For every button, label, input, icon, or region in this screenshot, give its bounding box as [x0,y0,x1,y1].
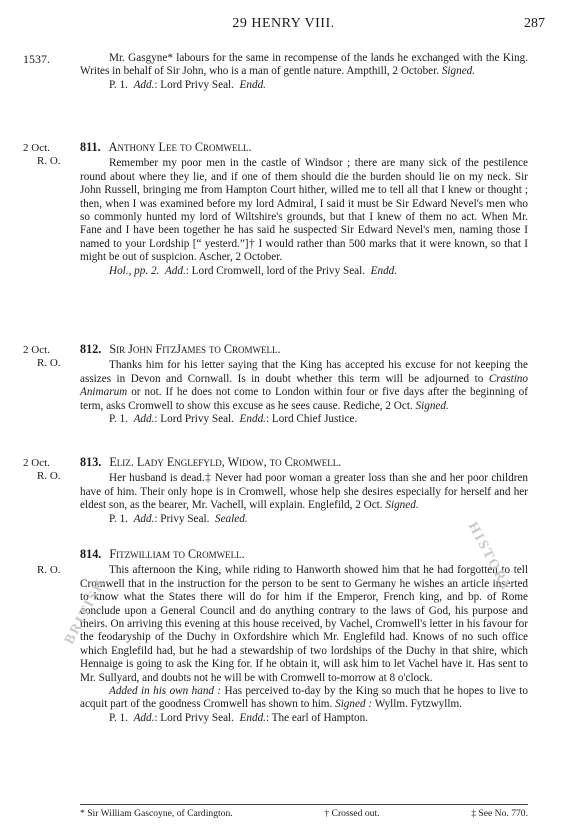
entry-meta: P. 1. Add.: Lord Privy Seal. Endd.: The earl of Hampton. [109,711,368,724]
entry-meta: Hol., pp. 2. Add.: Lord Cromwell, lord of the Privy Seal. Endd. [109,264,398,277]
entry-814-margin [23,564,61,577]
entry-source: R. O. [37,155,61,167]
entry-body: Her husband is dead.‡ Never had poor woman a greater loss than she and her poor children have of him. Their only hope is in Cromwell, whose help she desires especially for herself and her eldest son, as the bearer, Mr. Vachell, will explain. Englefild, 2 Oct. Signed. [80,472,528,512]
year-marker: 1537. [23,52,50,66]
entry-812-margin [23,344,61,370]
footnote-3: ‡ See No. 770. [471,808,528,819]
entry-812 [80,343,528,426]
footnotes [80,804,528,819]
entry-813-margin [23,457,61,483]
footnote-1: * Sir William Gascoyne, of Cardington. [80,808,233,819]
entry-body: Thanks him for his letter saying that the King has accepted his excuse for not keeping the assizes in Devon and Cornwall. Is in doubt whether this term will be adjourned to Crastino Animarum or not. If he does not come to London within four or five days after the beginning of term, asks Cromwell to show this excuse as he sees cause. Rediche, 2 Oct. Signed. [80,359,528,412]
entry-814 [80,548,528,725]
entry-date: 2 Oct. [23,457,50,469]
entry-body: This afternoon the King, while riding to Hanworth showed him that he had forgotten to tell Cromwell that in the instruction for the person to be sent to Germany he wishes an article inserted to know what the States there will do for him if the Emperor, French king, and bp. of Rome conclude upon a General Council and do anything contrary to the laws of God, his purpose and theirs. On arriving this evening at this house received, by Vachel, Cromwell's letter in his favour for the feodaryship of the Duchy in Oxfordshire which Mr. Englefild had. Knows of no such office which Englefild had, but he had a stewardship of two lordships of the Duchy in that shire, which Hennaige is going to ask the King for. If he obtain it, will ask him to let Vachel have it. Has sent to Mr. Sullyard, and doubts not he will be with Cromwell to-morrow at 8 o'clock. [80,564,528,684]
entry-heading: 812. Sir John FitzJames to Cromwell. [80,342,281,356]
running-header-title: 29 HENRY VIII. [232,16,335,31]
page-number: 287 [524,16,545,31]
entry-meta: P. 1. Add.: Lord Privy Seal. Endd.: Lord Chief Justice. [109,413,358,426]
entry-body: Remember my poor men in the castle of Windsor ; there are many sick of the pestilence round about where they lie, and if one of them should die the burden should lie on my neck. Sir John Russell, bringing me from Hampton Court hither, willed me to tell all that I knew or thought ; then, when I was examined before my lord Admiral, I said it must be Sir Edward Nevel's men who so commonly hunted my lord of Wiltshire's grounds, but that I knew of them no act. When Mr. Fane and I have been together he has said he suspected Sir Edward Nevel's men, naming those I named to your Lordship [“ yesterd.”]† I would rather than 500 marks that it were known, so that I might be out of suspicion. Ascher, 2 October. [80,157,528,264]
entry-813 [80,456,528,526]
entry-source: R. O. [37,564,61,576]
continuation-meta: P. 1. Add.: Lord Privy Seal. Endd. [109,78,266,91]
entry-date: 2 Oct. [23,142,50,154]
entry-heading: 814. Fitzwilliam to Cromwell. [80,547,245,561]
entry-source: R. O. [37,357,61,369]
entry-source: R. O. [37,470,61,482]
footnote-2: † Crossed out. [324,808,380,819]
entry-811 [80,141,528,278]
continuation-entry [80,52,528,92]
entry-meta: P. 1. Add.: Privy Seal. Sealed. [109,512,248,525]
continuation-text: Mr. Gasgyne* labours for the same in recompense of the lands he exchanged with the King. Writes in behalf of Sir John, who is a man of gentle nature. Ampthill, 2 October. Signed. [80,52,528,78]
entry-heading: 813. Eliz. Lady Englefyld, Widow, to Cromwell. [80,455,342,469]
entry-811-margin [23,142,61,168]
entry-date: 2 Oct. [23,344,50,356]
entry-addendum: Added in his own hand : Has perceived to-day by the King so much that he hopes to live to acquit part of the goodness Cromwell has shown to him. Signed : Wyllm. Fytzwyllm. [80,685,528,711]
entry-heading: 811. Anthony Lee to Cromwell. [80,140,252,154]
watermark-left: BRITISH [62,576,110,648]
watermark-right: HISTORY [464,520,515,596]
